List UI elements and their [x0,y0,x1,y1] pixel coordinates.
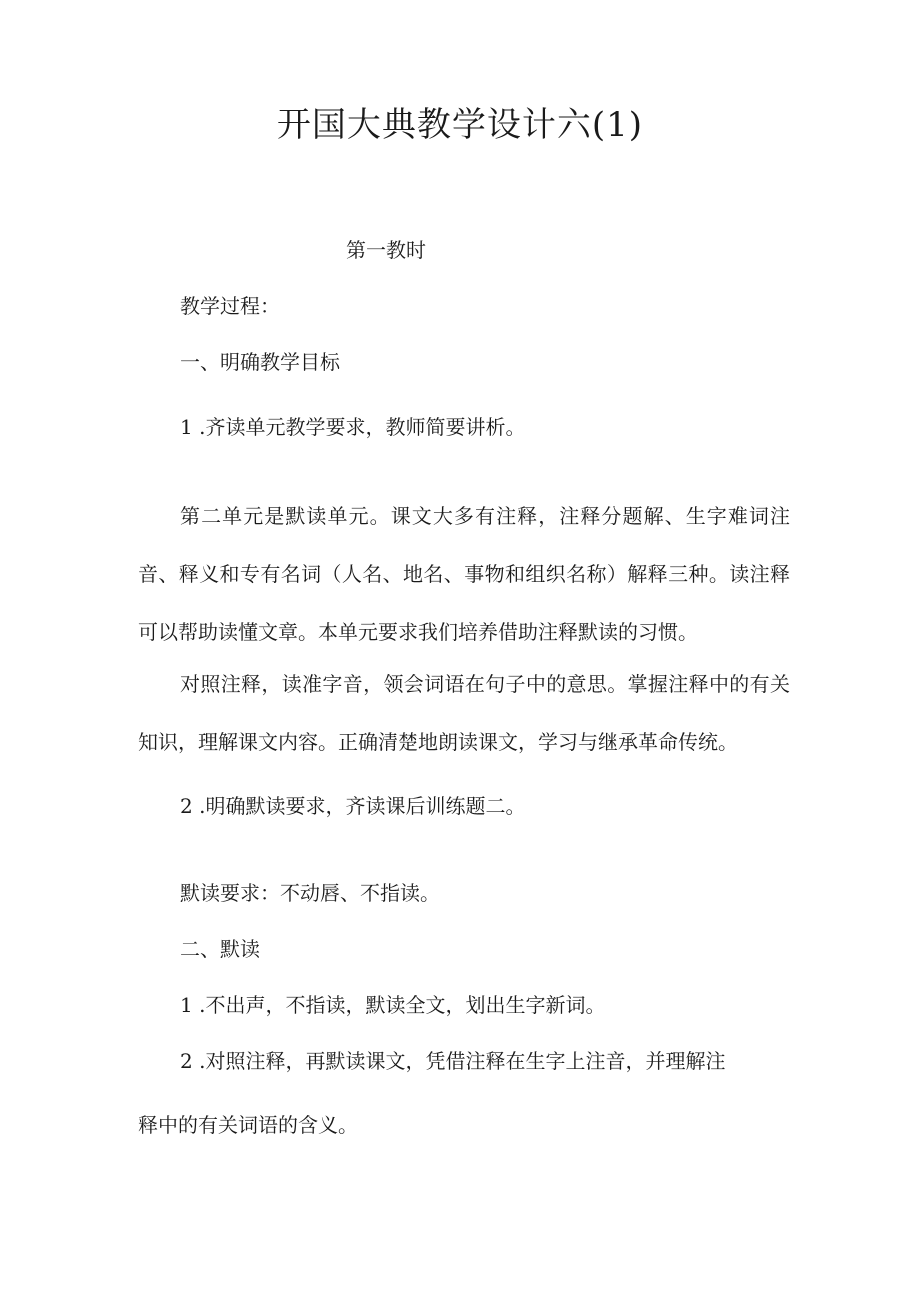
document-title: 开国大典教学设计六(1) [276,105,644,145]
list-item: 2 .明确默读要求，齐读课后训练题二。 [180,794,526,818]
list-item: 1 .齐读单元教学要求，教师简要讲析。 [180,415,526,439]
paragraph-unit-intro: 第二单元是默读单元。课文大多有注释，注释分题解、生字难词注音、释义和专有名词（人名、地名、事物和组织名称）解释三种。读注释可以帮助读懂文章。本单元要求我们培养借助注释默读的习惯。 [138,504,790,644]
section-one-heading: 一、明确教学目标 [180,350,340,374]
paragraph-notes: 对照注释，读准字音，领会词语在句子中的意思。掌握注释中的有关知识，理解课文内容。正确清楚地朗读课文，学习与继承革命传统。 [138,672,790,754]
list-item: 2 .对照注释，再默读课文，凭借注释在生字上注音，并理解注 [180,1049,726,1073]
section-process-heading: 教学过程： [180,294,280,318]
lesson-heading: 第一教时 [346,238,426,262]
section-two-heading: 二、默读 [180,937,260,961]
list-item: 1 .不出声，不指读，默读全文，划出生字新词。 [180,993,606,1017]
silent-reading-requirement: 默读要求：不动唇、不指读。 [180,881,440,905]
list-item-continuation: 释中的有关词语的含义。 [138,1113,358,1137]
